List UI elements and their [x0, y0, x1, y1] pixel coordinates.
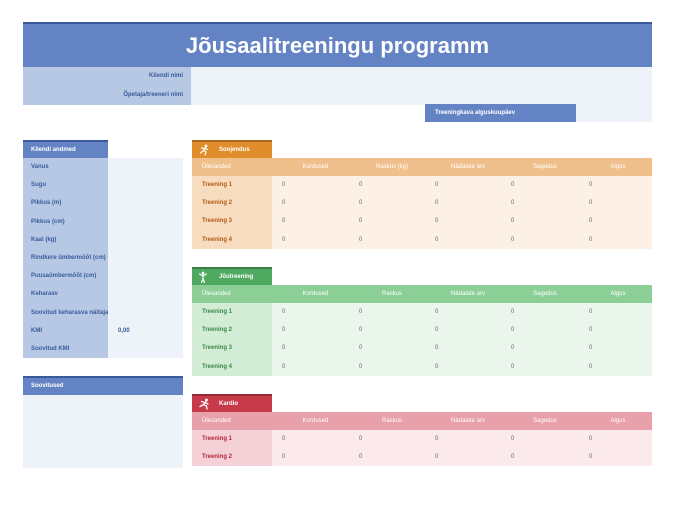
- client-field-label: Keharasv: [31, 291, 59, 298]
- table-cell[interactable]: [354, 321, 430, 339]
- column-header: Ülesanded: [202, 418, 231, 424]
- section-tab[interactable]: [192, 140, 272, 158]
- table-cell[interactable]: [277, 231, 354, 249]
- client-field-label-cell: [23, 194, 108, 212]
- row-label: Treening 3: [202, 218, 233, 225]
- cell-value: 0: [282, 309, 286, 315]
- cell-value: 0: [282, 327, 286, 334]
- row-label-cell: [192, 339, 272, 357]
- column-header: Raskus: [381, 418, 402, 424]
- client-field-value[interactable]: [108, 231, 183, 249]
- column-header: Kordused: [302, 164, 329, 170]
- section-tab-label: Jõutreening: [219, 274, 254, 280]
- table-cell[interactable]: [277, 339, 354, 357]
- client-field-label-cell: [23, 249, 108, 267]
- client-field-value[interactable]: [108, 194, 183, 212]
- cell-value: 0: [511, 309, 515, 315]
- client-field-value[interactable]: [108, 304, 183, 322]
- column-header: Kordused: [302, 291, 329, 297]
- row-label: Treening 1: [202, 309, 233, 315]
- row-label-cell: [192, 430, 272, 448]
- strength-person-icon: [197, 271, 209, 283]
- cell-value: 0: [435, 345, 439, 352]
- table-cell[interactable]: [506, 303, 584, 321]
- table-cell[interactable]: [354, 358, 430, 376]
- client-field-value[interactable]: [108, 267, 183, 285]
- table-cell[interactable]: [584, 194, 652, 212]
- sprinting-person-icon: [197, 398, 211, 410]
- table-row: [192, 176, 652, 194]
- cell-value: 0: [589, 200, 593, 207]
- cell-value: 0: [589, 182, 593, 188]
- table-cell[interactable]: [354, 430, 430, 448]
- start-date-field[interactable]: [576, 104, 652, 122]
- table-cell[interactable]: [354, 231, 430, 249]
- table-cell[interactable]: [277, 194, 354, 212]
- table-cell[interactable]: [506, 231, 584, 249]
- cell-value: 0: [589, 218, 593, 225]
- table-cell[interactable]: [430, 231, 506, 249]
- client-field-value[interactable]: [108, 322, 183, 340]
- cell-value: 0: [511, 327, 515, 334]
- table-cell[interactable]: [506, 430, 584, 448]
- client-field-value-text: 0,00: [118, 327, 130, 334]
- section-tab[interactable]: [192, 267, 272, 285]
- column-header: Algus: [610, 291, 626, 297]
- start-date-label: Treeningkava alguskuupäev: [435, 110, 516, 116]
- table-row: [192, 231, 652, 249]
- client-field-label-cell: [23, 213, 108, 231]
- table-cell[interactable]: [430, 212, 506, 230]
- cell-value: 0: [589, 309, 593, 315]
- cell-value: 0: [359, 182, 363, 188]
- table-cell[interactable]: [584, 176, 652, 194]
- table-cell[interactable]: [277, 212, 354, 230]
- client-field-label: Kaal (kg): [31, 236, 57, 243]
- cell-value: 0: [589, 327, 593, 334]
- client-field-label-cell: [23, 176, 108, 194]
- client-field-label-cell: [23, 340, 108, 358]
- row-label-cell: [192, 176, 272, 194]
- cell-value: 0: [435, 363, 439, 370]
- table-cell[interactable]: [584, 303, 652, 321]
- cell-value: 0: [589, 454, 593, 461]
- cell-value: 0: [511, 363, 515, 370]
- cell-value: 0: [511, 454, 515, 461]
- table-cell[interactable]: [584, 358, 652, 376]
- client-data-header-spacer: [108, 140, 183, 158]
- cell-value: 0: [435, 218, 439, 225]
- recommendations-header: [23, 376, 183, 395]
- client-field-value[interactable]: [108, 213, 183, 231]
- table-cell[interactable]: [430, 303, 506, 321]
- cell-value: 0: [282, 436, 286, 442]
- cell-value: 0: [435, 182, 439, 188]
- table-row: [192, 358, 652, 376]
- column-header: Raskus: [381, 291, 402, 297]
- cell-value: 0: [359, 436, 363, 442]
- table-cell[interactable]: [584, 212, 652, 230]
- row-label-cell: [192, 303, 272, 321]
- row-label-cell: [192, 212, 272, 230]
- cell-value: 0: [282, 182, 286, 188]
- cell-value: 0: [435, 236, 439, 243]
- row-label: Treening 1: [202, 182, 233, 188]
- cell-value: 0: [282, 454, 286, 461]
- section-header-row: [192, 158, 652, 176]
- table-cell[interactable]: [506, 448, 584, 466]
- client-field-label: Sugu: [31, 182, 46, 189]
- column-header: Kordused: [302, 418, 329, 424]
- row-label-cell: [192, 194, 272, 212]
- column-header: Algus: [610, 164, 626, 170]
- cell-value: 0: [282, 363, 286, 370]
- client-data-header-label: Kliendi andmed: [31, 147, 76, 153]
- column-header: Sagedus: [533, 418, 557, 424]
- table-cell[interactable]: [506, 212, 584, 230]
- row-label: Treening 4: [202, 363, 233, 370]
- client-field-value[interactable]: [108, 285, 183, 303]
- table-cell[interactable]: [584, 321, 652, 339]
- recommendations-header-label: Soovitused: [31, 383, 64, 389]
- column-header: Ülesanded: [202, 164, 231, 170]
- table-cell[interactable]: [584, 339, 652, 357]
- cell-value: 0: [359, 236, 363, 243]
- cell-value: 0: [282, 236, 286, 243]
- cell-value: 0: [511, 345, 515, 352]
- column-header: Sagedus: [533, 164, 557, 170]
- client-name-label-cell: [23, 67, 191, 86]
- start-date-label-cell: [425, 104, 576, 122]
- table-cell[interactable]: [354, 448, 430, 466]
- cell-value: 0: [589, 436, 593, 442]
- table-cell[interactable]: [506, 321, 584, 339]
- cell-value: 0: [435, 436, 439, 442]
- page-title: Jõusaalitreeningu programm: [185, 33, 490, 58]
- table-row: [192, 430, 652, 448]
- table-cell[interactable]: [506, 194, 584, 212]
- table-cell[interactable]: [354, 194, 430, 212]
- row-label: Treening 3: [202, 345, 233, 352]
- client-field-value[interactable]: [108, 176, 183, 194]
- row-label: Treening 2: [202, 327, 233, 334]
- table-cell[interactable]: [277, 430, 354, 448]
- table-cell[interactable]: [277, 176, 354, 194]
- table-cell[interactable]: [277, 448, 354, 466]
- table-cell[interactable]: [584, 430, 652, 448]
- cell-value: 0: [359, 309, 363, 315]
- cell-value: 0: [435, 309, 439, 315]
- cell-value: 0: [359, 345, 363, 352]
- client-field-label-cell: [23, 231, 108, 249]
- section-header-row: [192, 412, 652, 430]
- client-field-label: Soovitud keharasva näitaja: [31, 309, 109, 316]
- trainer-name-label-cell: [23, 86, 191, 105]
- client-data-table: [23, 158, 183, 358]
- row-label: Treening 4: [202, 236, 233, 243]
- table-cell[interactable]: [430, 430, 506, 448]
- cell-value: 0: [359, 454, 363, 461]
- trainer-name-field[interactable]: [191, 86, 652, 105]
- section-tab-label: Kardio: [219, 401, 239, 407]
- client-name-label: Kliendi nimi: [148, 73, 183, 79]
- table-row: [192, 212, 652, 230]
- cell-value: 0: [435, 200, 439, 207]
- row-label-cell: [192, 321, 272, 339]
- table-cell[interactable]: [277, 358, 354, 376]
- cell-value: 0: [359, 200, 363, 207]
- cell-value: 0: [435, 454, 439, 461]
- table-cell[interactable]: [354, 339, 430, 357]
- table-row: [192, 194, 652, 212]
- row-label: Treening 2: [202, 454, 233, 461]
- client-field-label: KMI: [31, 327, 42, 334]
- client-data-header: [23, 140, 108, 158]
- client-field-label: Pikkus (m): [31, 200, 62, 207]
- row-label-cell: [192, 231, 272, 249]
- column-header: Nädalate arv: [450, 418, 486, 424]
- table-cell[interactable]: [430, 176, 506, 194]
- section-tab[interactable]: [192, 394, 272, 412]
- table-cell[interactable]: [506, 176, 584, 194]
- row-label-cell: [192, 448, 272, 466]
- client-field-value[interactable]: [108, 249, 183, 267]
- column-header: Nädalate arv: [450, 291, 486, 297]
- cell-value: 0: [511, 436, 515, 442]
- cell-value: 0: [359, 218, 363, 225]
- cell-value: 0: [359, 363, 363, 370]
- table-cell[interactable]: [506, 358, 584, 376]
- table-cell[interactable]: [430, 358, 506, 376]
- recommendations-field[interactable]: [23, 395, 183, 468]
- row-label: Treening 2: [202, 200, 233, 207]
- table-cell[interactable]: [506, 339, 584, 357]
- client-field-label-cell: [23, 285, 108, 303]
- section-tab-label: Soojendus: [219, 147, 250, 153]
- cell-value: 0: [435, 327, 439, 334]
- trainer-name-label: Õpetaja/treeneri nimi: [123, 92, 183, 98]
- cell-value: 0: [511, 200, 515, 207]
- client-field-label-cell: [23, 322, 108, 340]
- cell-value: 0: [282, 200, 286, 207]
- table-cell[interactable]: [584, 448, 652, 466]
- client-field-label: Rindkere ümbermõõt (cm): [31, 255, 106, 261]
- table-row: [192, 303, 652, 321]
- running-person-icon: [197, 144, 211, 156]
- column-header: Algus: [610, 418, 626, 424]
- table-cell[interactable]: [354, 303, 430, 321]
- table-cell[interactable]: [430, 339, 506, 357]
- table-row: [192, 339, 652, 357]
- cell-value: 0: [589, 236, 593, 243]
- client-field-label-cell: [23, 267, 108, 285]
- table-cell[interactable]: [430, 194, 506, 212]
- table-row: [192, 321, 652, 339]
- table-row: [192, 448, 652, 466]
- client-field-label-cell: [23, 158, 108, 176]
- client-name-field[interactable]: [191, 67, 652, 86]
- table-cell[interactable]: [354, 212, 430, 230]
- cell-value: 0: [589, 345, 593, 352]
- client-field-label: Puusaümbermõõt (cm): [31, 273, 97, 280]
- client-field-label: Soovitud KMI: [31, 346, 70, 352]
- cell-value: 0: [359, 327, 363, 334]
- table-cell[interactable]: [584, 231, 652, 249]
- title-banner: [23, 22, 652, 67]
- cell-value: 0: [511, 182, 515, 188]
- client-field-label: Vanus: [31, 164, 49, 170]
- column-header: Sagedus: [533, 291, 557, 297]
- table-cell[interactable]: [430, 448, 506, 466]
- table-cell[interactable]: [354, 176, 430, 194]
- cell-value: 0: [282, 218, 286, 225]
- table-cell[interactable]: [430, 321, 506, 339]
- client-field-value[interactable]: [108, 158, 183, 176]
- cell-value: 0: [282, 345, 286, 352]
- section-header-row: [192, 285, 652, 303]
- row-label-cell: [192, 358, 272, 376]
- column-header: Ülesanded: [202, 291, 231, 297]
- table-cell[interactable]: [277, 321, 354, 339]
- client-field-value[interactable]: [108, 340, 183, 358]
- cell-value: 0: [511, 236, 515, 243]
- cell-value: 0: [511, 218, 515, 225]
- client-field-label: Pikkus (cm): [31, 218, 65, 225]
- client-field-label-cell: [23, 304, 108, 322]
- table-cell[interactable]: [277, 303, 354, 321]
- column-header: Nädalate arv: [450, 164, 486, 170]
- row-label: Treening 1: [202, 436, 233, 442]
- cell-value: 0: [589, 363, 593, 370]
- column-header: Raskus (kg): [375, 164, 408, 170]
